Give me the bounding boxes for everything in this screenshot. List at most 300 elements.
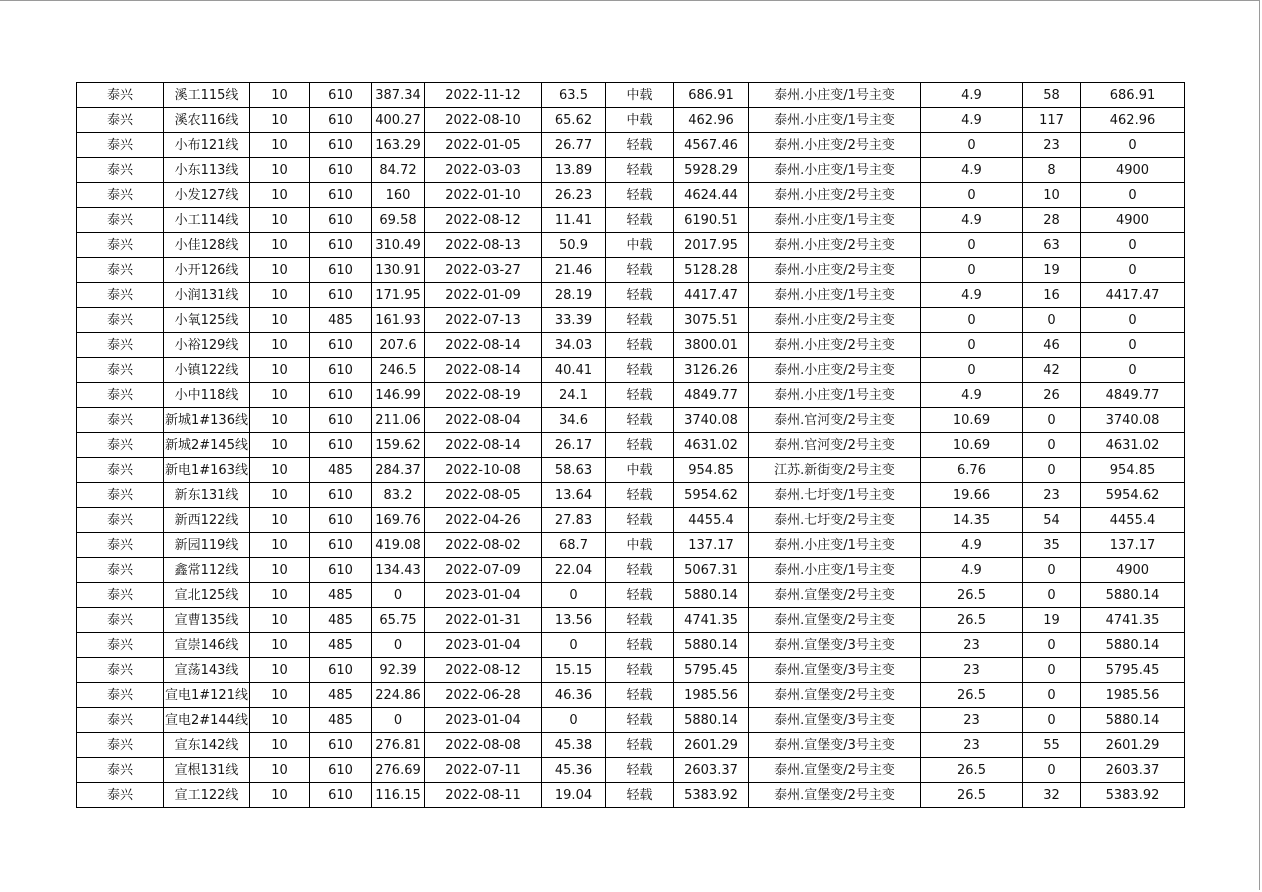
table-row: [77, 308, 1185, 333]
cell-load-rate: 46.36: [542, 683, 606, 708]
cell-available: 5795.45: [1081, 658, 1185, 683]
cell-count: 42: [1023, 358, 1081, 383]
cell-available: 5880.14: [1081, 633, 1185, 658]
cell-load: 116.15: [372, 783, 425, 808]
cell-transformer-value: 4.9: [921, 383, 1023, 408]
cell-margin: 686.91: [674, 83, 749, 108]
table-row: [77, 158, 1185, 183]
cell-date: 2022-01-31: [425, 608, 542, 633]
cell-line-name: 小东113线: [164, 158, 250, 183]
cell-available: 137.17: [1081, 533, 1185, 558]
cell-region: 泰兴: [77, 583, 164, 608]
cell-capacity: 610: [310, 758, 372, 783]
cell-capacity: 610: [310, 658, 372, 683]
table-row: [77, 658, 1185, 683]
cell-voltage: 10: [250, 183, 310, 208]
cell-margin: 5880.14: [674, 633, 749, 658]
cell-region: 泰兴: [77, 633, 164, 658]
cell-load: 130.91: [372, 258, 425, 283]
cell-date: 2023-01-04: [425, 633, 542, 658]
cell-capacity: 610: [310, 783, 372, 808]
cell-substation: 泰州.小庄变/1号主变: [749, 383, 921, 408]
cell-available: 4631.02: [1081, 433, 1185, 458]
cell-date: 2022-08-19: [425, 383, 542, 408]
cell-load-rate: 19.04: [542, 783, 606, 808]
table-row: [77, 333, 1185, 358]
table-row: [77, 233, 1185, 258]
cell-capacity: 485: [310, 308, 372, 333]
cell-transformer-value: 4.9: [921, 558, 1023, 583]
cell-available: 4900: [1081, 558, 1185, 583]
cell-substation: 泰州.宣堡变/3号主变: [749, 733, 921, 758]
cell-margin: 4849.77: [674, 383, 749, 408]
cell-load-status: 轻载: [606, 358, 674, 383]
cell-transformer-value: 14.35: [921, 508, 1023, 533]
cell-region: 泰兴: [77, 258, 164, 283]
cell-line-name: 小中118线: [164, 383, 250, 408]
cell-region: 泰兴: [77, 233, 164, 258]
cell-capacity: 485: [310, 608, 372, 633]
cell-region: 泰兴: [77, 433, 164, 458]
cell-available: 5880.14: [1081, 583, 1185, 608]
cell-substation: 泰州.小庄变/1号主变: [749, 108, 921, 133]
cell-date: 2022-01-05: [425, 133, 542, 158]
cell-margin: 2601.29: [674, 733, 749, 758]
cell-available: 0: [1081, 258, 1185, 283]
cell-count: 0: [1023, 658, 1081, 683]
cell-capacity: 610: [310, 358, 372, 383]
cell-transformer-value: 4.9: [921, 283, 1023, 308]
cell-load-status: 轻载: [606, 758, 674, 783]
cell-load-rate: 34.6: [542, 408, 606, 433]
cell-margin: 4624.44: [674, 183, 749, 208]
cell-load-status: 轻载: [606, 383, 674, 408]
cell-available: 5954.62: [1081, 483, 1185, 508]
cell-load-status: 轻载: [606, 658, 674, 683]
cell-substation: 泰州.宣堡变/2号主变: [749, 583, 921, 608]
cell-date: 2022-08-02: [425, 533, 542, 558]
cell-count: 19: [1023, 608, 1081, 633]
cell-count: 28: [1023, 208, 1081, 233]
cell-voltage: 10: [250, 208, 310, 233]
cell-line-name: 宣荡143线: [164, 658, 250, 683]
cell-region: 泰兴: [77, 708, 164, 733]
cell-count: 23: [1023, 133, 1081, 158]
cell-voltage: 10: [250, 433, 310, 458]
cell-region: 泰兴: [77, 208, 164, 233]
cell-line-name: 小发127线: [164, 183, 250, 208]
cell-load-status: 中载: [606, 108, 674, 133]
cell-substation: 泰州.小庄变/1号主变: [749, 158, 921, 183]
cell-region: 泰兴: [77, 508, 164, 533]
cell-line-name: 新城1#136线: [164, 408, 250, 433]
cell-line-name: 小镇122线: [164, 358, 250, 383]
cell-load-status: 轻载: [606, 733, 674, 758]
cell-load-status: 轻载: [606, 183, 674, 208]
cell-available: 954.85: [1081, 458, 1185, 483]
cell-line-name: 新城2#145线: [164, 433, 250, 458]
cell-date: 2023-01-04: [425, 708, 542, 733]
cell-available: 0: [1081, 233, 1185, 258]
cell-load: 276.81: [372, 733, 425, 758]
cell-load: 160: [372, 183, 425, 208]
cell-substation: 泰州.宣堡变/3号主变: [749, 708, 921, 733]
cell-region: 泰兴: [77, 158, 164, 183]
cell-margin: 5795.45: [674, 658, 749, 683]
cell-capacity: 610: [310, 108, 372, 133]
cell-substation: 泰州.小庄变/2号主变: [749, 183, 921, 208]
cell-transformer-value: 0: [921, 183, 1023, 208]
cell-load-rate: 15.15: [542, 658, 606, 683]
cell-available: 4900: [1081, 208, 1185, 233]
cell-line-name: 小氧125线: [164, 308, 250, 333]
cell-load-status: 轻载: [606, 408, 674, 433]
cell-load-status: 轻载: [606, 308, 674, 333]
cell-region: 泰兴: [77, 483, 164, 508]
cell-margin: 3126.26: [674, 358, 749, 383]
cell-margin: 5880.14: [674, 583, 749, 608]
cell-count: 35: [1023, 533, 1081, 558]
cell-capacity: 610: [310, 158, 372, 183]
cell-transformer-value: 23: [921, 733, 1023, 758]
cell-substation: 泰州.宣堡变/3号主变: [749, 658, 921, 683]
cell-load-status: 轻载: [606, 558, 674, 583]
cell-date: 2022-08-04: [425, 408, 542, 433]
cell-load-rate: 26.17: [542, 433, 606, 458]
cell-load-rate: 27.83: [542, 508, 606, 533]
table-row: [77, 408, 1185, 433]
cell-load-status: 轻载: [606, 333, 674, 358]
cell-available: 1985.56: [1081, 683, 1185, 708]
cell-line-name: 宣崇146线: [164, 633, 250, 658]
cell-load-rate: 26.23: [542, 183, 606, 208]
cell-load: 159.62: [372, 433, 425, 458]
table-row: [77, 583, 1185, 608]
cell-transformer-value: 0: [921, 333, 1023, 358]
cell-load-status: 轻载: [606, 508, 674, 533]
cell-region: 泰兴: [77, 283, 164, 308]
cell-capacity: 610: [310, 508, 372, 533]
cell-substation: 泰州.官河变/2号主变: [749, 433, 921, 458]
cell-date: 2022-03-03: [425, 158, 542, 183]
cell-margin: 4417.47: [674, 283, 749, 308]
cell-capacity: 485: [310, 708, 372, 733]
table-row: [77, 258, 1185, 283]
cell-voltage: 10: [250, 83, 310, 108]
table-row: [77, 108, 1185, 133]
cell-substation: 泰州.宣堡变/2号主变: [749, 608, 921, 633]
cell-load: 276.69: [372, 758, 425, 783]
cell-date: 2022-01-09: [425, 283, 542, 308]
cell-transformer-value: 10.69: [921, 408, 1023, 433]
table-row: [77, 508, 1185, 533]
cell-substation: 泰州.宣堡变/2号主变: [749, 758, 921, 783]
cell-available: 5880.14: [1081, 708, 1185, 733]
cell-region: 泰兴: [77, 758, 164, 783]
cell-capacity: 610: [310, 733, 372, 758]
cell-date: 2022-01-10: [425, 183, 542, 208]
cell-substation: 泰州.小庄变/2号主变: [749, 308, 921, 333]
cell-date: 2022-08-14: [425, 358, 542, 383]
table-row: [77, 208, 1185, 233]
cell-count: 0: [1023, 683, 1081, 708]
cell-voltage: 10: [250, 458, 310, 483]
cell-load: 310.49: [372, 233, 425, 258]
cell-region: 泰兴: [77, 358, 164, 383]
cell-date: 2022-08-08: [425, 733, 542, 758]
cell-load: 163.29: [372, 133, 425, 158]
cell-substation: 泰州.官河变/2号主变: [749, 408, 921, 433]
cell-load-status: 轻载: [606, 633, 674, 658]
cell-margin: 3800.01: [674, 333, 749, 358]
cell-margin: 3740.08: [674, 408, 749, 433]
cell-date: 2022-06-28: [425, 683, 542, 708]
cell-capacity: 610: [310, 483, 372, 508]
cell-count: 54: [1023, 508, 1081, 533]
cell-substation: 泰州.小庄变/1号主变: [749, 558, 921, 583]
cell-voltage: 10: [250, 358, 310, 383]
cell-margin: 4631.02: [674, 433, 749, 458]
cell-transformer-value: 4.9: [921, 83, 1023, 108]
cell-capacity: 610: [310, 533, 372, 558]
table-row: [77, 133, 1185, 158]
cell-transformer-value: 4.9: [921, 533, 1023, 558]
cell-date: 2022-08-10: [425, 108, 542, 133]
cell-voltage: 10: [250, 233, 310, 258]
cell-substation: 泰州.宣堡变/2号主变: [749, 783, 921, 808]
cell-count: 10: [1023, 183, 1081, 208]
cell-count: 0: [1023, 308, 1081, 333]
cell-capacity: 485: [310, 683, 372, 708]
table-row: [77, 608, 1185, 633]
cell-line-name: 宣电2#144线: [164, 708, 250, 733]
cell-voltage: 10: [250, 408, 310, 433]
cell-load-status: 中载: [606, 233, 674, 258]
cell-capacity: 485: [310, 583, 372, 608]
cell-count: 23: [1023, 483, 1081, 508]
cell-load: 84.72: [372, 158, 425, 183]
cell-count: 117: [1023, 108, 1081, 133]
cell-date: 2022-07-09: [425, 558, 542, 583]
cell-load-status: 轻载: [606, 133, 674, 158]
cell-substation: 泰州.七圩变/2号主变: [749, 508, 921, 533]
cell-load-rate: 45.36: [542, 758, 606, 783]
cell-load-status: 轻载: [606, 683, 674, 708]
cell-load-status: 轻载: [606, 283, 674, 308]
cell-substation: 泰州.小庄变/1号主变: [749, 208, 921, 233]
cell-line-name: 新东131线: [164, 483, 250, 508]
cell-count: 0: [1023, 708, 1081, 733]
cell-transformer-value: 0: [921, 233, 1023, 258]
cell-available: 0: [1081, 308, 1185, 333]
cell-capacity: 485: [310, 458, 372, 483]
cell-date: 2022-07-11: [425, 758, 542, 783]
cell-load-rate: 34.03: [542, 333, 606, 358]
cell-available: 4900: [1081, 158, 1185, 183]
cell-transformer-value: 4.9: [921, 158, 1023, 183]
cell-line-name: 宣根131线: [164, 758, 250, 783]
cell-load: 387.34: [372, 83, 425, 108]
cell-load-rate: 0: [542, 633, 606, 658]
cell-load-rate: 13.64: [542, 483, 606, 508]
cell-count: 19: [1023, 258, 1081, 283]
cell-region: 泰兴: [77, 83, 164, 108]
cell-count: 8: [1023, 158, 1081, 183]
table-row: [77, 433, 1185, 458]
cell-transformer-value: 10.69: [921, 433, 1023, 458]
cell-margin: 1985.56: [674, 683, 749, 708]
table-row: [77, 558, 1185, 583]
cell-line-name: 小佳128线: [164, 233, 250, 258]
cell-load: 419.08: [372, 533, 425, 558]
cell-line-name: 新西122线: [164, 508, 250, 533]
cell-date: 2022-07-13: [425, 308, 542, 333]
cell-load: 400.27: [372, 108, 425, 133]
cell-load: 146.99: [372, 383, 425, 408]
cell-date: 2022-03-27: [425, 258, 542, 283]
cell-region: 泰兴: [77, 383, 164, 408]
table-row: [77, 533, 1185, 558]
cell-margin: 5067.31: [674, 558, 749, 583]
cell-margin: 4741.35: [674, 608, 749, 633]
cell-load-status: 轻载: [606, 433, 674, 458]
cell-transformer-value: 26.5: [921, 758, 1023, 783]
cell-load: 83.2: [372, 483, 425, 508]
table-row: [77, 358, 1185, 383]
table-row: [77, 633, 1185, 658]
cell-line-name: 小开126线: [164, 258, 250, 283]
cell-load-rate: 0: [542, 583, 606, 608]
cell-load-status: 中载: [606, 458, 674, 483]
cell-available: 4849.77: [1081, 383, 1185, 408]
cell-count: 26: [1023, 383, 1081, 408]
cell-load-rate: 0: [542, 708, 606, 733]
cell-transformer-value: 19.66: [921, 483, 1023, 508]
cell-voltage: 10: [250, 683, 310, 708]
cell-region: 泰兴: [77, 783, 164, 808]
cell-voltage: 10: [250, 283, 310, 308]
cell-region: 泰兴: [77, 408, 164, 433]
cell-capacity: 610: [310, 258, 372, 283]
cell-load: 134.43: [372, 558, 425, 583]
cell-load-rate: 58.63: [542, 458, 606, 483]
table-row: [77, 683, 1185, 708]
cell-count: 0: [1023, 633, 1081, 658]
cell-count: 46: [1023, 333, 1081, 358]
cell-margin: 462.96: [674, 108, 749, 133]
cell-load-status: 中载: [606, 533, 674, 558]
cell-transformer-value: 0: [921, 358, 1023, 383]
cell-transformer-value: 23: [921, 658, 1023, 683]
cell-date: 2022-08-14: [425, 333, 542, 358]
cell-line-name: 小布121线: [164, 133, 250, 158]
cell-load: 246.5: [372, 358, 425, 383]
cell-date: 2022-10-08: [425, 458, 542, 483]
cell-line-name: 鑫常112线: [164, 558, 250, 583]
cell-date: 2022-11-12: [425, 83, 542, 108]
cell-substation: 泰州.宣堡变/2号主变: [749, 683, 921, 708]
cell-region: 泰兴: [77, 608, 164, 633]
cell-load-rate: 40.41: [542, 358, 606, 383]
cell-line-name: 溪农116线: [164, 108, 250, 133]
cell-available: 5383.92: [1081, 783, 1185, 808]
cell-date: 2022-08-11: [425, 783, 542, 808]
cell-line-name: 宣电1#121线: [164, 683, 250, 708]
cell-substation: 泰州.小庄变/1号主变: [749, 533, 921, 558]
cell-date: 2022-08-12: [425, 208, 542, 233]
cell-load-rate: 33.39: [542, 308, 606, 333]
cell-capacity: 485: [310, 633, 372, 658]
cell-load-rate: 26.77: [542, 133, 606, 158]
cell-voltage: 10: [250, 308, 310, 333]
cell-capacity: 610: [310, 133, 372, 158]
cell-load-rate: 50.9: [542, 233, 606, 258]
cell-count: 63: [1023, 233, 1081, 258]
cell-transformer-value: 6.76: [921, 458, 1023, 483]
cell-substation: 泰州.小庄变/1号主变: [749, 283, 921, 308]
cell-load-status: 轻载: [606, 483, 674, 508]
cell-region: 泰兴: [77, 333, 164, 358]
cell-region: 泰兴: [77, 558, 164, 583]
cell-count: 0: [1023, 433, 1081, 458]
cell-transformer-value: 26.5: [921, 683, 1023, 708]
cell-count: 0: [1023, 558, 1081, 583]
cell-load-status: 轻载: [606, 783, 674, 808]
cell-capacity: 610: [310, 208, 372, 233]
cell-load: 0: [372, 708, 425, 733]
cell-transformer-value: 26.5: [921, 583, 1023, 608]
cell-substation: 泰州.小庄变/2号主变: [749, 333, 921, 358]
cell-load-rate: 24.1: [542, 383, 606, 408]
table-row: [77, 283, 1185, 308]
cell-region: 泰兴: [77, 133, 164, 158]
cell-line-name: 小裕129线: [164, 333, 250, 358]
cell-voltage: 10: [250, 783, 310, 808]
cell-line-name: 宣工122线: [164, 783, 250, 808]
table-row: [77, 183, 1185, 208]
cell-load-rate: 11.41: [542, 208, 606, 233]
cell-load: 0: [372, 583, 425, 608]
cell-line-name: 宣北125线: [164, 583, 250, 608]
cell-substation: 泰州.小庄变/2号主变: [749, 133, 921, 158]
cell-load-status: 轻载: [606, 608, 674, 633]
cell-voltage: 10: [250, 758, 310, 783]
cell-available: 4455.4: [1081, 508, 1185, 533]
cell-region: 泰兴: [77, 108, 164, 133]
cell-available: 462.96: [1081, 108, 1185, 133]
cell-transformer-value: 0: [921, 308, 1023, 333]
table-row: [77, 458, 1185, 483]
cell-available: 0: [1081, 133, 1185, 158]
cell-line-name: 新园119线: [164, 533, 250, 558]
cell-margin: 4455.4: [674, 508, 749, 533]
cell-count: 0: [1023, 458, 1081, 483]
cell-capacity: 610: [310, 408, 372, 433]
cell-available: 0: [1081, 358, 1185, 383]
cell-transformer-value: 0: [921, 133, 1023, 158]
table-row: [77, 483, 1185, 508]
cell-capacity: 610: [310, 383, 372, 408]
cell-voltage: 10: [250, 133, 310, 158]
cell-region: 泰兴: [77, 533, 164, 558]
cell-load: 0: [372, 633, 425, 658]
cell-available: 2601.29: [1081, 733, 1185, 758]
cell-margin: 6190.51: [674, 208, 749, 233]
cell-available: 4417.47: [1081, 283, 1185, 308]
cell-voltage: 10: [250, 108, 310, 133]
table-row: [77, 758, 1185, 783]
cell-load-rate: 65.62: [542, 108, 606, 133]
